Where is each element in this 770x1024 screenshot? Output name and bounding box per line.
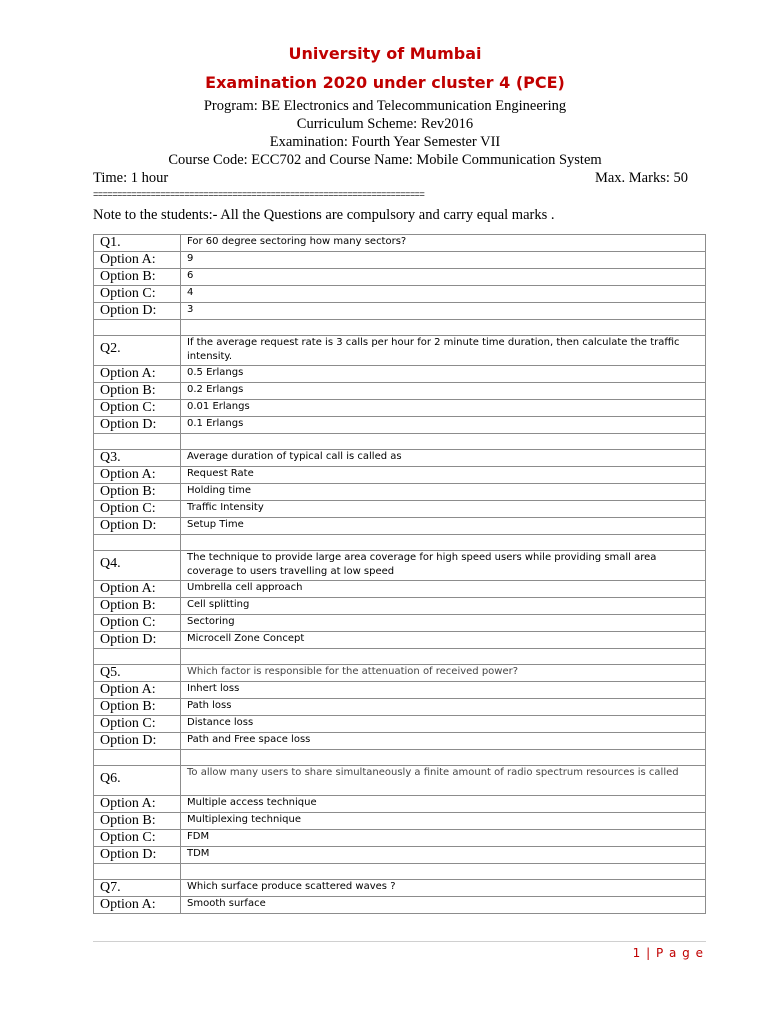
option-row — [94, 467, 706, 484]
footer-divider — [93, 941, 706, 942]
question-text: For 60 degree sectoring how many sectors? — [181, 235, 706, 252]
university-title: University of Mumbai — [288, 44, 482, 63]
option-label: Option C: — [94, 501, 181, 518]
option-text: Holding time — [181, 484, 706, 501]
option-label: Option C: — [94, 830, 181, 847]
question-label: Q7. — [94, 880, 181, 897]
option-text: 9 — [181, 252, 706, 269]
spacer-row — [94, 649, 706, 665]
option-label: Option B: — [94, 813, 181, 830]
option-label: Option B: — [94, 383, 181, 400]
option-row — [94, 796, 706, 813]
option-text: Inhert loss — [181, 682, 706, 699]
option-text: Path loss — [181, 699, 706, 716]
question-row-q4 — [94, 551, 706, 581]
examination-title: Examination 2020 under cluster 4 (PCE) — [205, 73, 565, 92]
question-label: Q6. — [94, 766, 181, 796]
questions-table — [93, 234, 706, 914]
spacer-row — [94, 864, 706, 880]
question-text: Average duration of typical call is called as — [181, 450, 706, 467]
option-label: Option B: — [94, 699, 181, 716]
option-text: Smooth surface — [181, 897, 706, 914]
option-row — [94, 699, 706, 716]
option-row — [94, 383, 706, 400]
students-note: Note to the students:- All the Questions are compulsory and carry equal marks . — [93, 207, 555, 223]
option-text: Path and Free space loss — [181, 733, 706, 750]
question-label: Q5. — [94, 665, 181, 682]
option-text: FDM — [181, 830, 706, 847]
option-text: 0.1 Erlangs — [181, 417, 706, 434]
option-text: 0.2 Erlangs — [181, 383, 706, 400]
option-text: Cell splitting — [181, 598, 706, 615]
option-row — [94, 518, 706, 535]
option-row — [94, 682, 706, 699]
option-row — [94, 581, 706, 598]
option-row — [94, 598, 706, 615]
option-text: Multiplexing technique — [181, 813, 706, 830]
option-text: Request Rate — [181, 467, 706, 484]
question-text: Which factor is responsible for the attenuation of received power? — [181, 665, 706, 682]
option-text: Setup Time — [181, 518, 706, 535]
option-text: 0.5 Erlangs — [181, 366, 706, 383]
option-row — [94, 484, 706, 501]
question-label: Q4. — [94, 551, 181, 581]
option-label: Option A: — [94, 467, 181, 484]
option-row — [94, 632, 706, 649]
option-label: Option A: — [94, 682, 181, 699]
option-label: Option B: — [94, 598, 181, 615]
question-row-q1 — [94, 235, 706, 252]
option-label: Option D: — [94, 847, 181, 864]
option-row — [94, 501, 706, 518]
option-label: Option D: — [94, 303, 181, 320]
option-text: 3 — [181, 303, 706, 320]
option-row — [94, 847, 706, 864]
option-text: Distance loss — [181, 716, 706, 733]
question-row-q3 — [94, 450, 706, 467]
question-label: Q1. — [94, 235, 181, 252]
option-text: Traffic Intensity — [181, 501, 706, 518]
option-text: TDM — [181, 847, 706, 864]
question-row-q2 — [94, 336, 706, 366]
option-label: Option C: — [94, 400, 181, 417]
question-row-q7 — [94, 880, 706, 897]
option-row — [94, 830, 706, 847]
separator-rule: ===================================================================== — [93, 190, 425, 200]
question-text: Which surface produce scattered waves ? — [181, 880, 706, 897]
option-row — [94, 716, 706, 733]
option-row — [94, 733, 706, 750]
option-label: Option D: — [94, 733, 181, 750]
option-row — [94, 400, 706, 417]
spacer-row — [94, 750, 706, 766]
option-text: Microcell Zone Concept — [181, 632, 706, 649]
option-label: Option D: — [94, 632, 181, 649]
option-label: Option A: — [94, 581, 181, 598]
option-row — [94, 252, 706, 269]
option-text: 4 — [181, 286, 706, 303]
option-row — [94, 366, 706, 383]
option-label: Option B: — [94, 484, 181, 501]
option-row — [94, 286, 706, 303]
program-line: Program: BE Electronics and Telecommunication Engineering — [203, 98, 567, 114]
option-label: Option D: — [94, 417, 181, 434]
page-number: 1 | P a g e — [632, 946, 704, 960]
spacer-row — [94, 535, 706, 551]
option-text: Umbrella cell approach — [181, 581, 706, 598]
spacer-row — [94, 320, 706, 336]
option-label: Option A: — [94, 796, 181, 813]
question-text: To allow many users to share simultaneously a finite amount of radio spectrum resources is called — [181, 766, 706, 796]
question-label: Q3. — [94, 450, 181, 467]
option-label: Option D: — [94, 518, 181, 535]
exam-line: Examination: Fourth Year Semester VII — [269, 134, 501, 150]
option-label: Option A: — [94, 897, 181, 914]
question-row-q5 — [94, 665, 706, 682]
option-label: Option A: — [94, 252, 181, 269]
option-row — [94, 615, 706, 632]
option-row — [94, 303, 706, 320]
max-marks-label: Max. Marks: 50 — [594, 170, 688, 186]
option-label: Option A: — [94, 366, 181, 383]
question-text: The technique to provide large area coverage for high speed users while providing small area coverage to users travelling at low speed — [181, 551, 706, 581]
option-label: Option C: — [94, 716, 181, 733]
question-text: If the average request rate is 3 calls per hour for 2 minute time duration, then calculate the traffic intensity. — [181, 336, 706, 366]
option-text: Sectoring — [181, 615, 706, 632]
option-row — [94, 897, 706, 914]
option-label: Option C: — [94, 615, 181, 632]
option-text: 0.01 Erlangs — [181, 400, 706, 417]
question-row-q6 — [94, 766, 706, 796]
time-label: Time: 1 hour — [93, 170, 169, 186]
spacer-row — [94, 434, 706, 450]
option-text: 6 — [181, 269, 706, 286]
option-row — [94, 813, 706, 830]
course-line: Course Code: ECC702 and Course Name: Mobile Communication System — [168, 152, 602, 168]
question-label: Q2. — [94, 336, 181, 366]
option-label: Option B: — [94, 269, 181, 286]
scheme-line: Curriculum Scheme: Rev2016 — [296, 116, 474, 132]
time-marks-line — [93, 170, 688, 187]
option-row — [94, 269, 706, 286]
option-text: Multiple access technique — [181, 796, 706, 813]
option-row — [94, 417, 706, 434]
option-label: Option C: — [94, 286, 181, 303]
